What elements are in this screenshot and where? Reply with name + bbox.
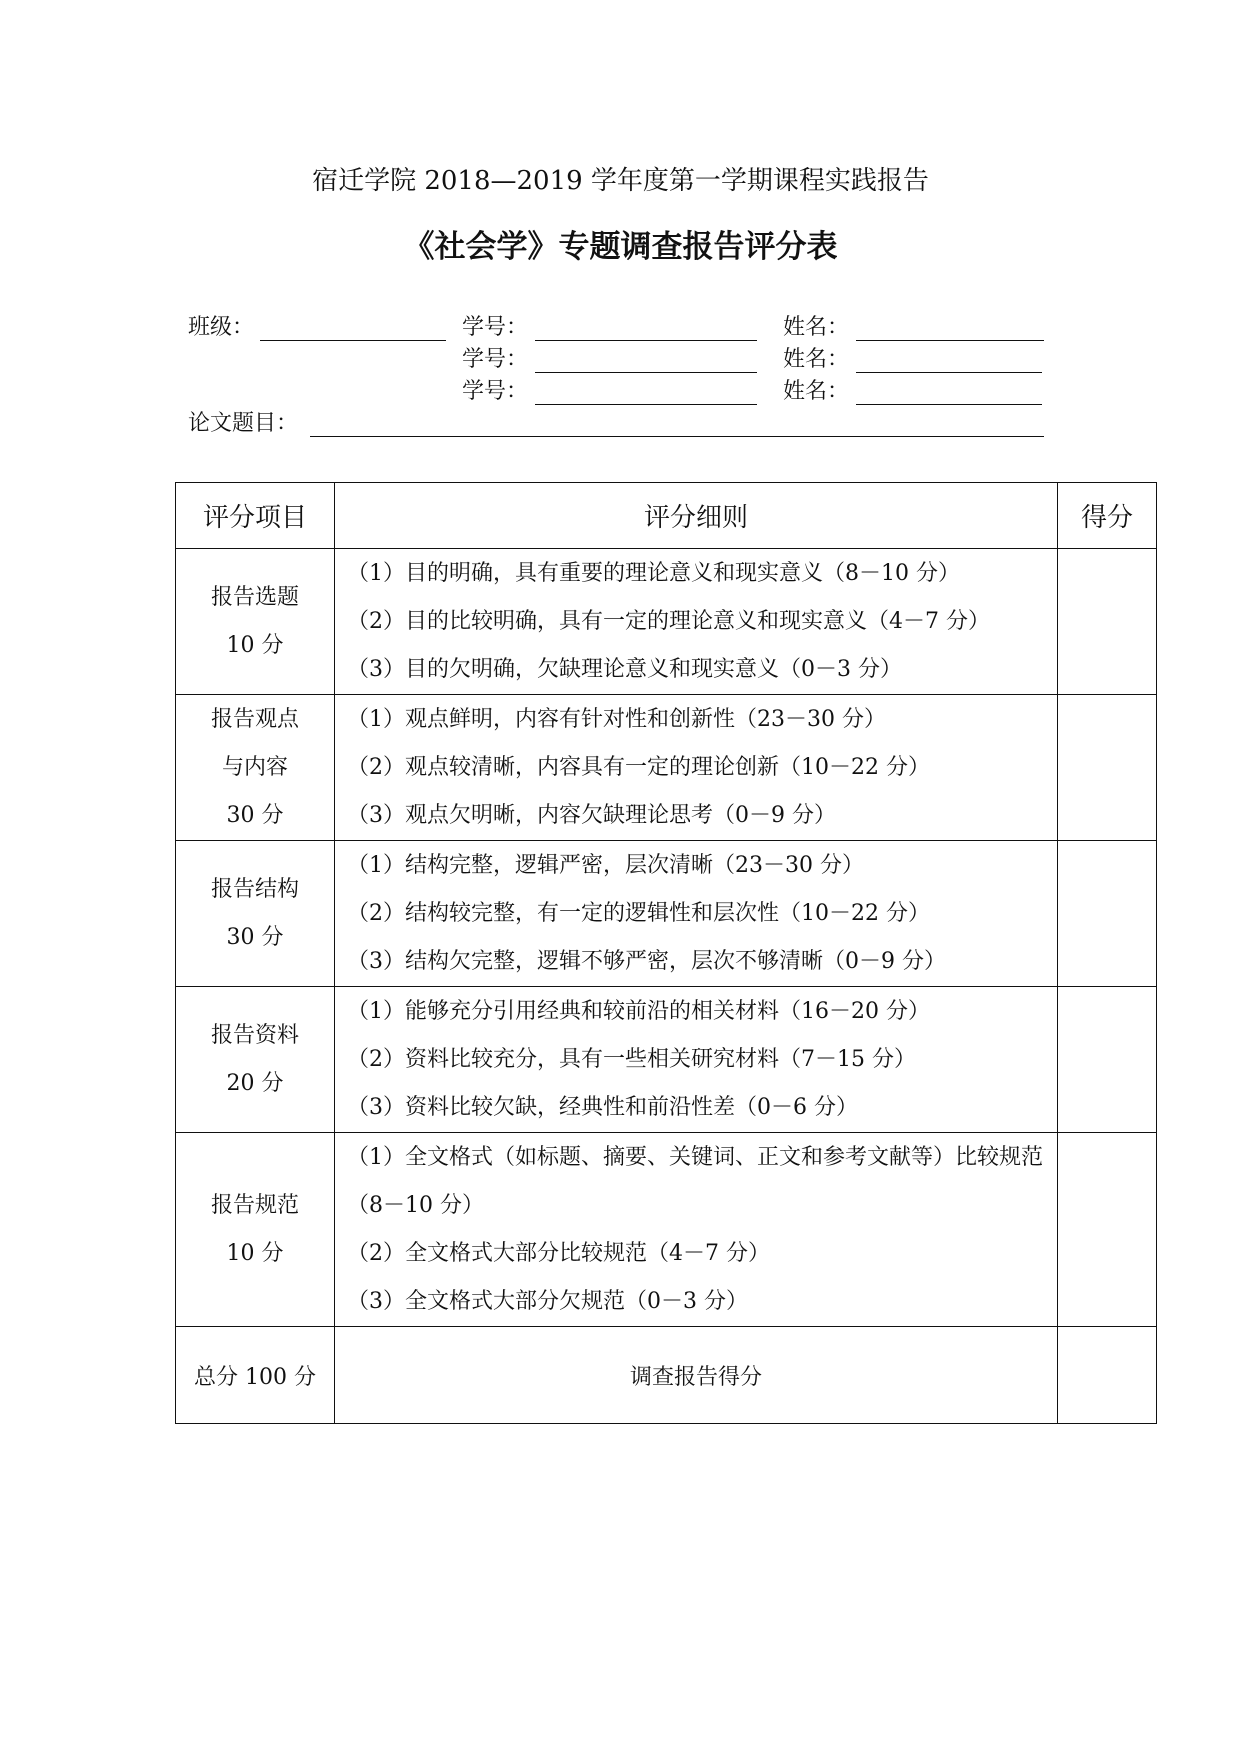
document-title: 《社会学》专题调查报告评分表	[403, 229, 838, 265]
table-row	[176, 1133, 1157, 1327]
detail-line: （3）观点欠明晰，内容欠缺理论思考（0－9 分）	[347, 802, 836, 828]
criterion-name: 报告选题	[210, 584, 299, 610]
score-entry-cell[interactable]	[1058, 987, 1157, 1133]
header-detail: 评分细则	[335, 483, 1058, 549]
name-label-2: 姓名：	[783, 347, 850, 372]
student-id-field-2[interactable]	[535, 372, 757, 373]
score-entry-cell[interactable]	[1058, 841, 1157, 987]
criterion-cell	[176, 1133, 335, 1327]
total-row	[176, 1327, 1157, 1424]
header-item: 评分项目	[176, 483, 335, 549]
student-id-field-3[interactable]	[535, 404, 757, 405]
detail-line: （2）资料比较充分，具有一些相关研究材料（7－15 分）	[347, 1046, 916, 1072]
criterion-name-cont: 与内容	[221, 754, 288, 780]
criterion-cell	[176, 987, 335, 1133]
student-id-label-1: 学号：	[462, 315, 529, 340]
criterion-name: 报告结构	[210, 876, 299, 902]
score-entry-cell[interactable]	[1058, 549, 1157, 695]
detail-line: （1）结构完整，逻辑严密，层次清晰（23－30 分）	[347, 852, 864, 878]
student-id-label-2: 学号：	[462, 347, 529, 372]
detail-line: （2）全文格式大部分比较规范（4－7 分）	[347, 1240, 770, 1266]
criterion-points: 30 分	[226, 924, 284, 950]
name-field-2[interactable]	[856, 372, 1042, 373]
criterion-cell	[176, 841, 335, 987]
criterion-details	[335, 841, 1058, 987]
table-row	[176, 695, 1157, 841]
thesis-title-label: 论文题目：	[188, 411, 299, 436]
detail-line: （1）观点鲜明，内容有针对性和创新性（23－30 分）	[347, 706, 886, 732]
class-label: 班级：	[188, 315, 255, 340]
criterion-points: 20 分	[226, 1070, 284, 1096]
detail-line: （1）目的明确，具有重要的理论意义和现实意义（8－10 分）	[347, 560, 960, 586]
name-field-3[interactable]	[856, 404, 1042, 405]
criterion-name: 报告观点	[210, 706, 299, 732]
detail-line: （3）资料比较欠缺，经典性和前沿性差（0－6 分）	[347, 1094, 858, 1120]
table-row	[176, 841, 1157, 987]
table-row	[176, 549, 1157, 695]
detail-line: （1）能够充分引用经典和较前沿的相关材料（16－20 分）	[347, 998, 930, 1024]
criterion-cell	[176, 695, 335, 841]
score-entry-cell[interactable]	[1058, 695, 1157, 841]
class-field[interactable]	[260, 340, 446, 341]
score-entry-cell[interactable]	[1058, 1133, 1157, 1327]
criterion-details	[335, 549, 1058, 695]
criterion-details	[335, 695, 1058, 841]
criterion-points: 10 分	[226, 632, 284, 658]
scoring-table	[175, 482, 1157, 1424]
total-score-entry-cell[interactable]	[1058, 1327, 1157, 1424]
student-id-field-1[interactable]	[535, 340, 757, 341]
header-score: 得分	[1058, 483, 1157, 549]
table-row	[176, 987, 1157, 1133]
detail-line: （3）全文格式大部分欠规范（0－3 分）	[347, 1288, 748, 1314]
criterion-points: 10 分	[226, 1240, 284, 1266]
criterion-details	[335, 1133, 1058, 1327]
detail-line: （3）结构欠完整，逻辑不够严密，层次不够清晰（0－9 分）	[347, 948, 946, 974]
criterion-name: 报告资料	[210, 1022, 299, 1048]
criterion-cell	[176, 549, 335, 695]
name-label-1: 姓名：	[783, 315, 850, 340]
thesis-title-field[interactable]	[310, 436, 1044, 437]
detail-line: （2）结构较完整，有一定的逻辑性和层次性（10－22 分）	[347, 900, 930, 926]
total-points-label: 总分 100 分	[176, 1327, 335, 1424]
table-header-row	[176, 483, 1157, 549]
document-subtitle: 宿迁学院 2018—2019 学年度第一学期课程实践报告	[312, 166, 929, 196]
detail-line: （1）全文格式（如标题、摘要、关键词、正文和参考文献等）比较规范（8－10 分）	[347, 1144, 1043, 1218]
detail-line: （2）目的比较明确，具有一定的理论意义和现实意义（4－7 分）	[347, 608, 990, 634]
criterion-details	[335, 987, 1058, 1133]
name-field-1[interactable]	[856, 340, 1044, 341]
detail-line: （2）观点较清晰，内容具有一定的理论创新（10－22 分）	[347, 754, 930, 780]
criterion-points: 30 分	[226, 802, 284, 828]
student-id-label-3: 学号：	[462, 379, 529, 404]
criterion-name: 报告规范	[210, 1192, 299, 1218]
name-label-3: 姓名：	[783, 379, 850, 404]
detail-line: （3）目的欠明确，欠缺理论意义和现实意义（0－3 分）	[347, 656, 902, 682]
total-score-label: 调查报告得分	[335, 1327, 1058, 1424]
